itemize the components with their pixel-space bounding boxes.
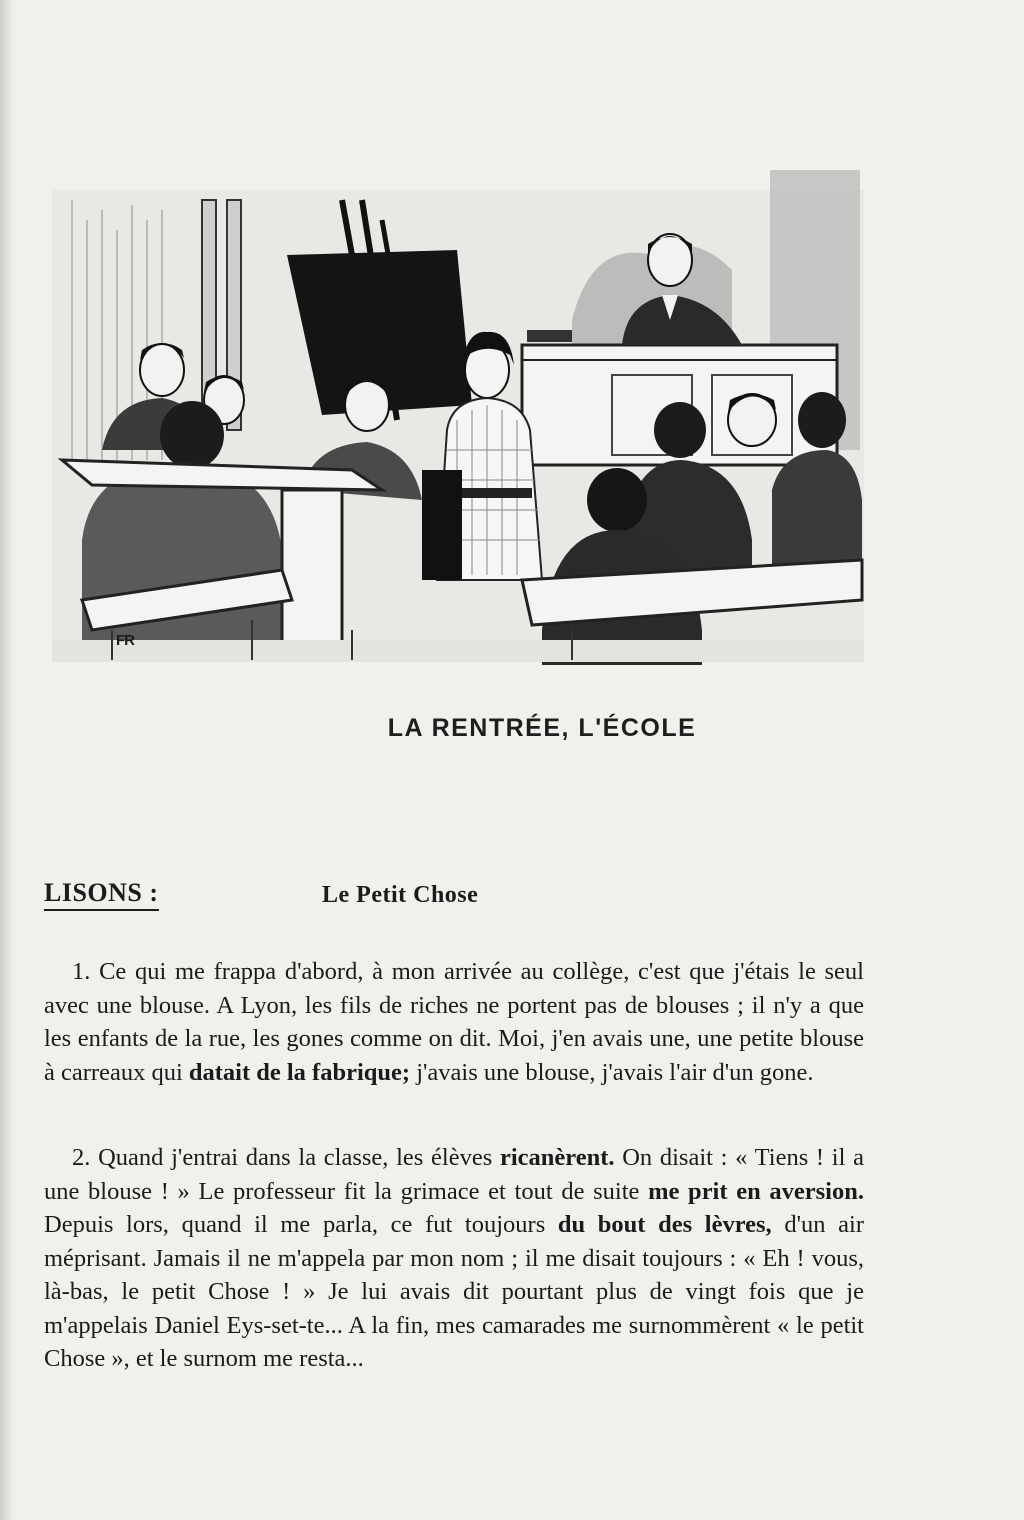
paragraph-text: 1. Ce qui me frappa d'abord, à mon arrivée au collège, c'est que j'étais le seul avec une blouse. A Lyon, les fils de riches ne portent pas de blouses ; il n'y a que les enfants de la rue, les gones comme on dit. Moi, j'en avais une, une petite blouse à carreaux qui — [44, 958, 864, 1086]
classroom-illustration — [52, 160, 864, 670]
paragraph-text: Depuis lors, quand il me parla, ce fut toujours — [44, 1211, 558, 1238]
story-title: Le Petit Chose — [322, 882, 479, 908]
paragraph-1 — [44, 955, 864, 1089]
page-edge-shadow — [0, 0, 14, 1520]
section-title: LA RENTRÉE, L'ÉCOLE — [387, 714, 697, 742]
bold-phrase: du bout des lèvres, — [557, 1211, 772, 1238]
bold-phrase: ricanèrent. — [499, 1144, 615, 1171]
paragraph-text: j'avais une blouse, j'avais l'air d'un gone. — [410, 1058, 814, 1086]
paragraph-text: 2. Quand j'entrai dans la classe, les élèves — [72, 1144, 500, 1171]
paragraph-text: d'un air méprisant. Jamais il ne m'appela par mon nom ; il me disait toujours : « Eh ! vous, là-bas, le petit Chose ! » Je lui avais dit pourtant plus de vingt fois que je m'appelais Daniel Eys-set-te... A la fin, mes camarades me surnommèrent « le petit Chose », et le surnom me resta... — [44, 1211, 864, 1372]
paragraph-text: On disait : « Tiens ! il a une blouse ! » Le professeur fit la grimace et tout de suite — [44, 1144, 864, 1205]
artist-monogram: FR — [116, 632, 134, 649]
reading-heading-row — [44, 878, 744, 918]
paragraph-2 — [44, 1141, 864, 1376]
bold-phrase: datait de la fabrique; — [188, 1058, 411, 1086]
bold-phrase: me prit en aversion. — [648, 1177, 864, 1205]
lisons-label: LISONS : — [44, 878, 159, 911]
